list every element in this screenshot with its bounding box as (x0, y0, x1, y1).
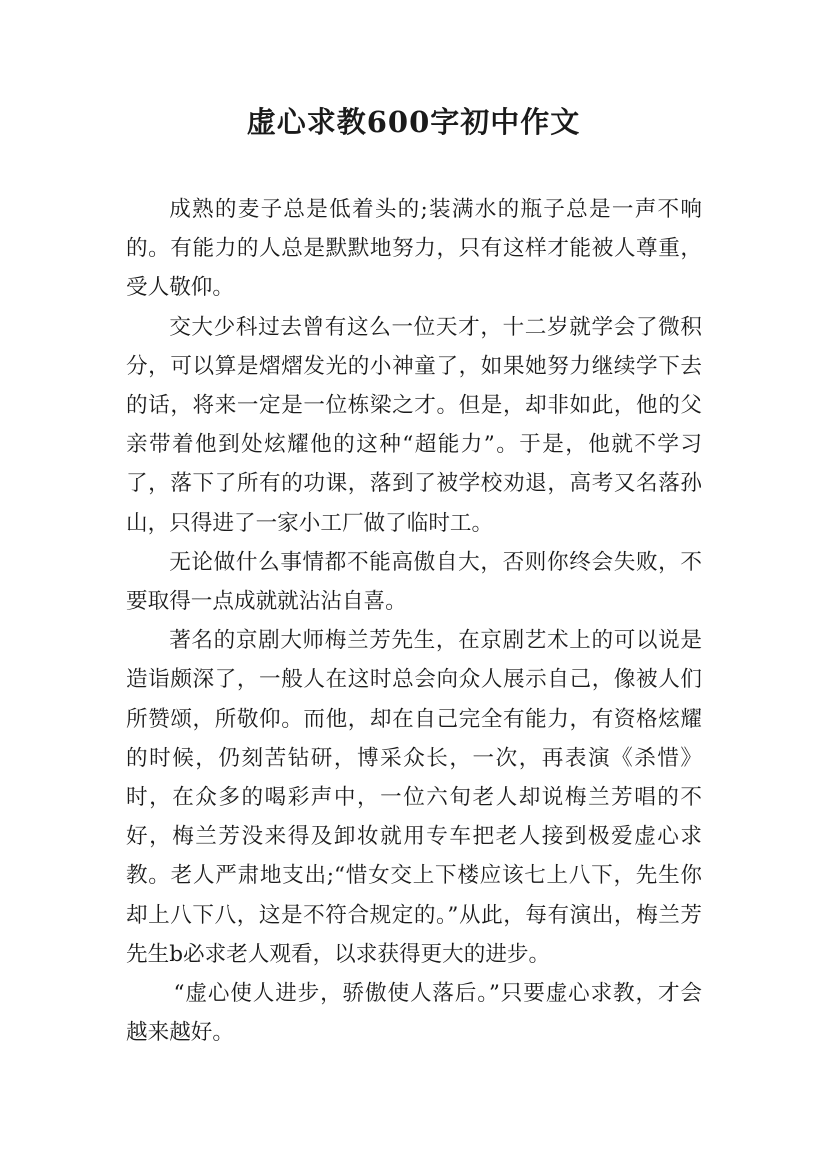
paragraph-5: “虚心使人进步，骄傲使人落后。”只要虚心求教，才会越来越好。 (126, 981, 702, 1046)
document-body (126, 190, 702, 1052)
document-title: 虚心求教600字初中作文 (246, 105, 581, 139)
paragraph-4: 著名的京剧大师梅兰芳先生，在京剧艺术上的可以说是造诣颇深了，一般人在这时总会向众人展示自己，像被人们所赞颂，所敬仰。而他，却在自己完全有能力，有资格炫耀的时候，仍刻苦钻研，博采众长，一次，再表演《杀惜》时，在众多的喝彩声中，一位六旬老人却说梅兰芳唱的不好，梅兰芳没来得及卸妆就用专车把老人接到极爱虚心求教。老人严肃地支出;“惜女交上下楼应该七上八下，先生你却上八下八，这是不符合规定的。”从此，每有演出，梅兰芳先生b必求老人观看，以求获得更大的进步。 (126, 628, 702, 967)
paragraph-1: 成熟的麦子总是低着头的;装满水的瓶子总是一声不响的。有能力的人总是默默地努力，只有这样才能被人尊重，受人敬仰。 (126, 197, 702, 301)
paragraph-3: 无论做什么事情都不能高傲自大，否则你终会失败，不要取得一点成就就沾沾自喜。 (126, 549, 702, 615)
paragraph-2: 交大少科过去曾有这么一位天才，十二岁就学会了微积分，可以算是熠熠发光的小神童了，如果她努力继续学下去的话，将来一定是一位栋梁之才。但是，却非如此，他的父亲带着他到处炫耀他的这种“超能力”。于是，他就不学习了，落下了所有的功课，落到了被学校劝退，高考又名落孙山，只得进了一家小工厂做了临时工。 (126, 314, 702, 536)
